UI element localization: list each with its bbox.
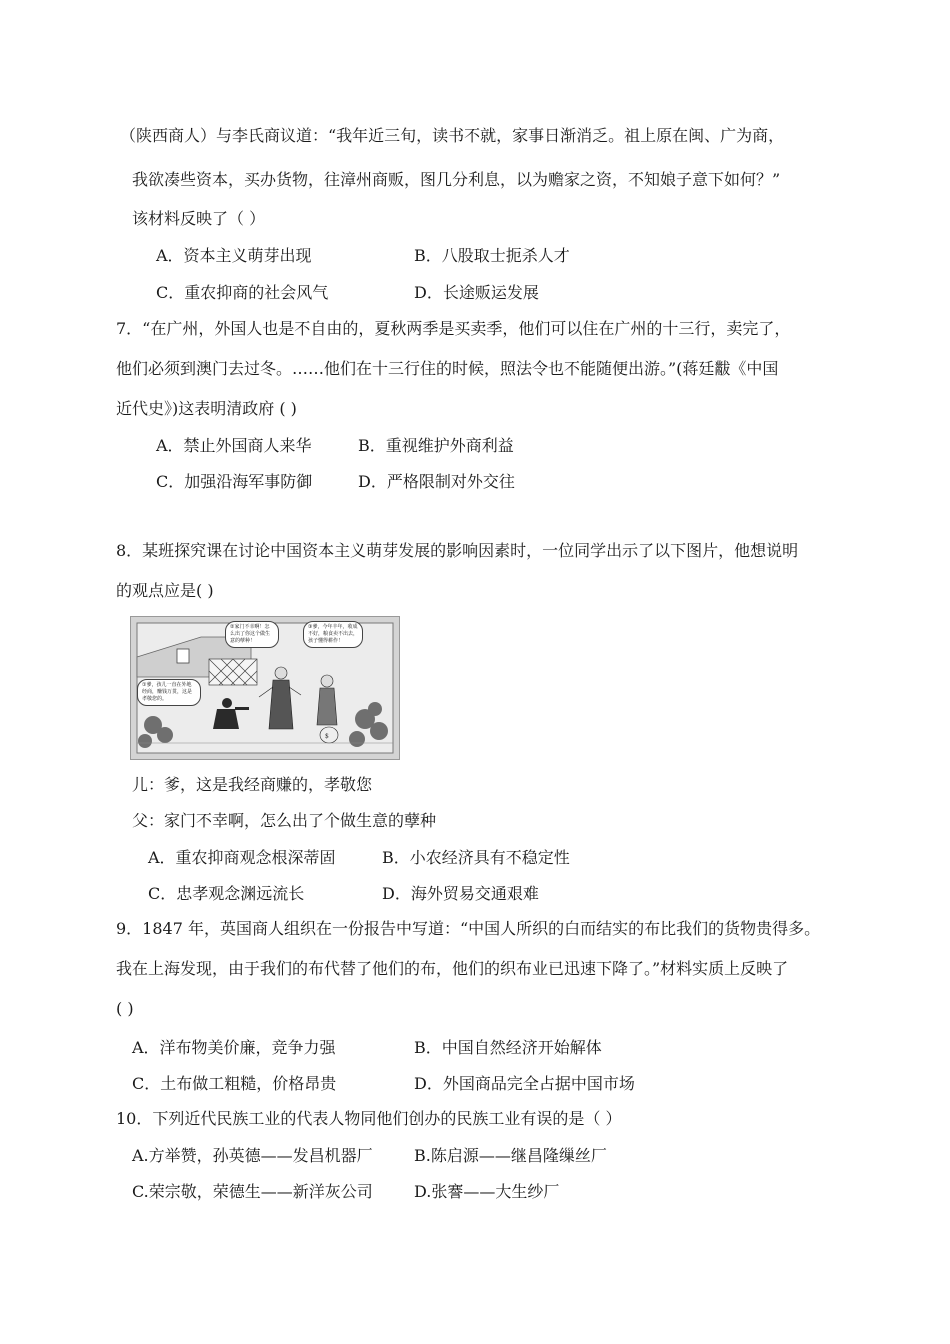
q6-line-1: （陕西商人）与李氏商议道：“我年近三旬，读书不就，家事日渐消乏。祖上原在闽、广为商， (120, 126, 785, 145)
q8-dialog-son: 儿：爹，这是我经商赚的，孝敬您 (132, 775, 373, 794)
q9-line-1: 9．1847 年，英国商人组织在一份报告中写道：“中国人所织的白而结实的布比我们的货物贵得多。 (116, 919, 821, 938)
q6-option-a: A．资本主义萌芽出现 (156, 246, 312, 265)
q10-option-b: B.陈启源——继昌隆缫丝厂 (414, 1146, 607, 1165)
q9-option-c: C．土布做工粗糙，价格昂贵 (132, 1074, 337, 1093)
q10-option-a: A.方举赞，孙英德——发昌机器厂 (132, 1146, 373, 1165)
q10-option-c: C.荣宗敬，荣德生——新洋灰公司 (132, 1182, 373, 1201)
q6-line-2: 我欲凑些资本，买办货物，往漳州商贩，图几分利息，以为赡家之资，不知娘子意下如何？” (132, 170, 781, 189)
cartoon-bubble-2: ②家门不幸啊！怎么出了你这个做生意的孽种！ (225, 621, 279, 648)
q6-option-b: B．八股取士扼杀人才 (414, 246, 570, 265)
svg-text:$: $ (325, 733, 329, 740)
q6-option-d: D．长途贩运发展 (414, 283, 539, 302)
cartoon-bubble-3: ③爹，今年丰年，收成不好，粮食卖不出去，孩子懂得耕作！ (303, 621, 363, 648)
q8-line-1: 8．某班探究课在讨论中国资本主义萌芽发展的影响因素时，一位同学出示了以下图片，他想说明 (116, 541, 799, 560)
q10-line-1: 10．下列近代民族工业的代表人物同他们创办的民族工业有误的是（ ） (116, 1109, 622, 1128)
q9-line-2: 我在上海发现，由于我们的布代替了他们的布，他们的织布业已迅速下降了。”材料实质上反映了 (116, 959, 789, 978)
q10-option-d: D.张謇——大生纱厂 (414, 1182, 560, 1201)
q8-dialog-father: 父：家门不幸啊，怎么出了个做生意的孽种 (132, 811, 437, 830)
q7-option-d: D．严格限制对外交往 (358, 472, 515, 491)
q7-line-3: 近代史》)这表明清政府 ( ) (116, 399, 297, 418)
q8-option-a: A．重农抑商观念根深蒂固 (148, 848, 336, 867)
q7-line-2: 他们必须到澳门去过冬。……他们在十三行住的时候，照法令也不能随便出游。”(蒋廷黻《中国 (116, 359, 779, 378)
q7-option-b: B．重视维护外商利益 (358, 436, 514, 455)
q7-option-c: C．加强沿海军事防御 (156, 472, 313, 491)
q8-line-2: 的观点应是( ) (116, 581, 214, 600)
cartoon-image (130, 616, 400, 760)
q9-option-b: B．中国自然经济开始解体 (414, 1038, 602, 1057)
q8-option-c: C．忠孝观念渊远流长 (148, 884, 305, 903)
q8-option-d: D．海外贸易交通艰难 (382, 884, 539, 903)
q8-option-b: B．小农经济具有不稳定性 (382, 848, 570, 867)
q6-option-c: C．重农抑商的社会风气 (156, 283, 329, 302)
q7-option-a: A．禁止外国商人来华 (156, 436, 312, 455)
q9-option-d: D．外国商品完全占据中国市场 (414, 1074, 635, 1093)
q9-option-a: A．洋布物美价廉，竞争力强 (132, 1038, 336, 1057)
q9-line-3: ( ) (116, 999, 134, 1018)
q7-line-1: 7．“在广州，外国人也是不自由的，夏秋两季是买卖季，他们可以住在广州的十三行，卖完了， (116, 319, 791, 338)
q6-line-3: 该材料反映了（ ） (132, 209, 266, 228)
cartoon-bubble-1: ①爹，孩儿一直在外地经商，赚钱万贯，这是孝敬您的。 (137, 679, 201, 706)
